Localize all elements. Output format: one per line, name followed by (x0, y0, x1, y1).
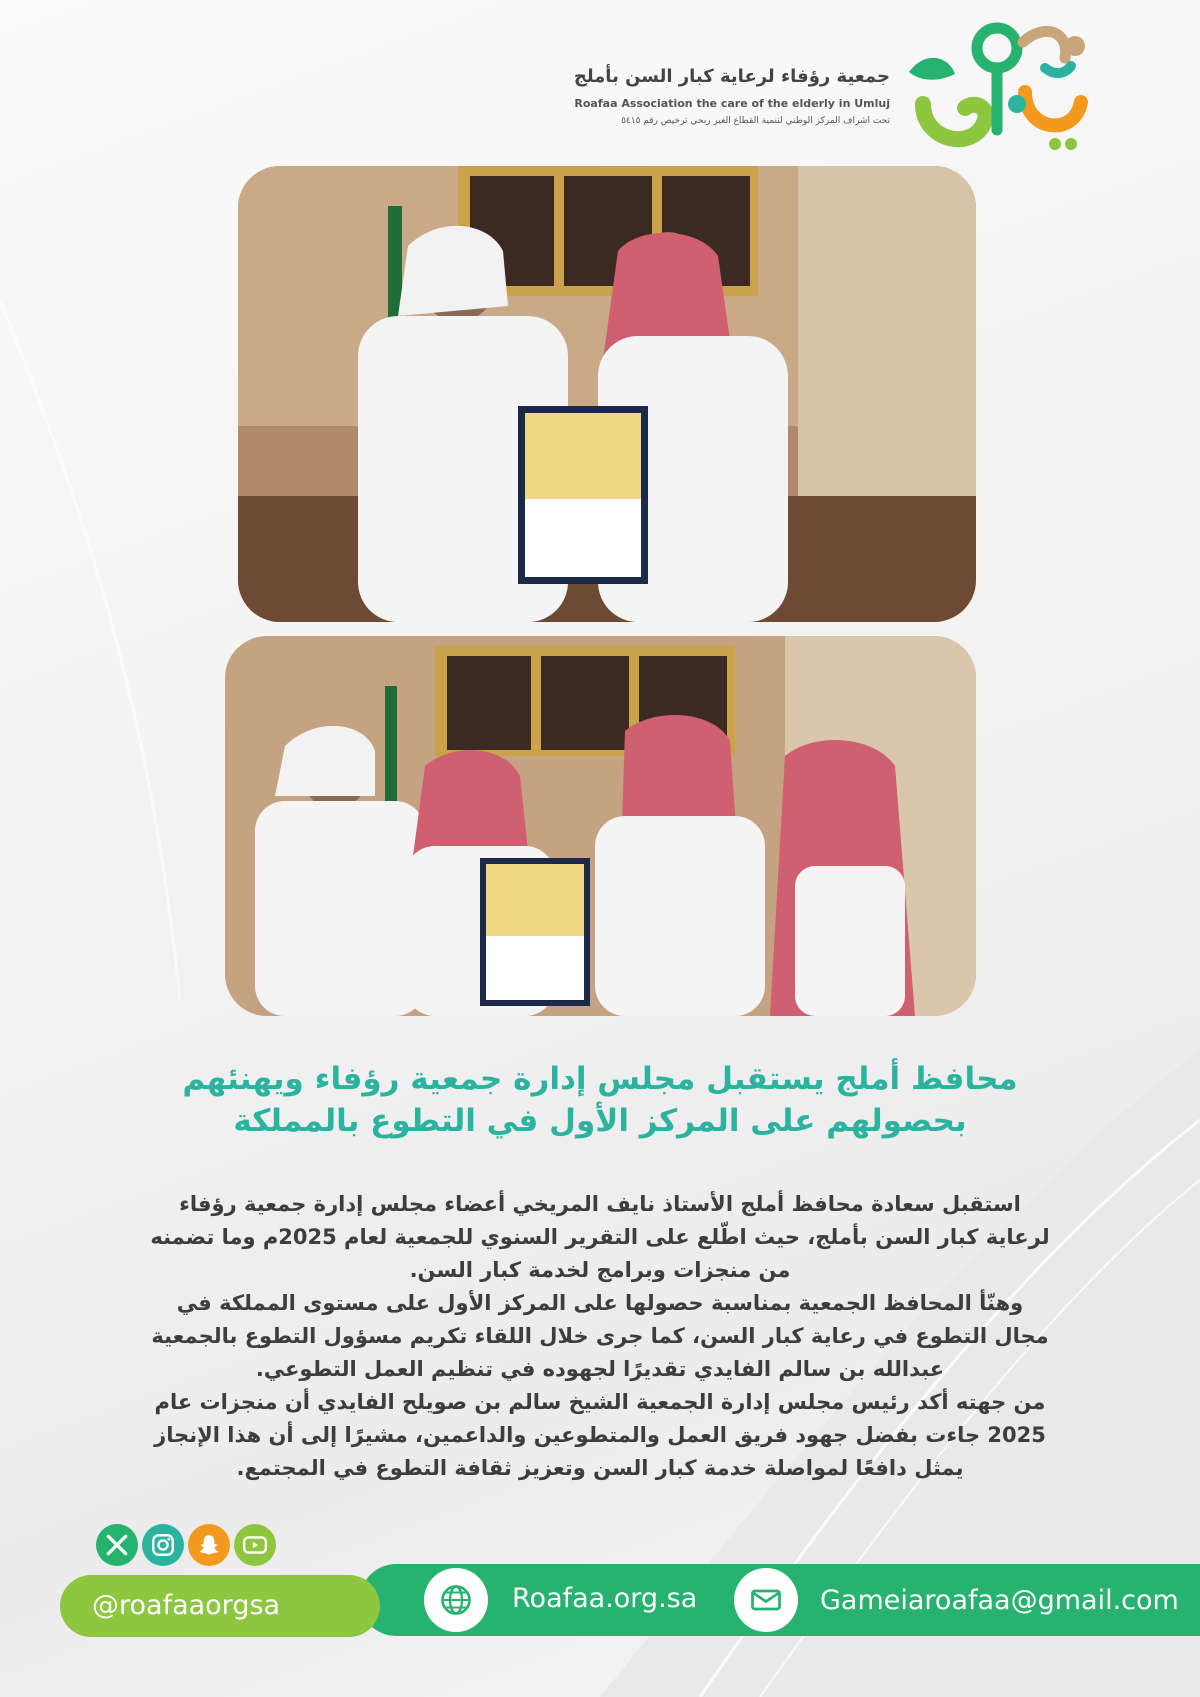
organization-name-arabic: جمعية رؤفاء لرعاية كبار السن بأملج (573, 66, 890, 87)
photo-group-with-certificate (225, 636, 976, 1016)
article-headline (120, 1058, 1080, 1142)
headline-line-1: محافظ أملج يستقبل مجلس إدارة جمعية رؤفاء ويهنئهم (182, 1061, 1018, 1097)
photo-icon (238, 166, 976, 622)
paragraph-2: وهنّأ المحافظ الجمعية بمناسبة حصولها على المركز الأول على مستوى المملكة في مجال التطوع في رعاية كبار السن، كما جرى خلال اللقاء تكريم مسؤول التطوع بالجمعية عبدالله بن سالم الفايدي تقديرًا لجهوده في تنظيم العمل التطوعي. (151, 1291, 1049, 1381)
organization-name-english: Roafaa Association the care of the elderly in Umluj (574, 97, 890, 110)
organization-header (470, 66, 890, 126)
headline-line-2: بحصولهم على المركز الأول في التطوع بالمملكة (233, 1103, 967, 1139)
email-link[interactable]: Gameiaroafaa@gmail.com (820, 1585, 1179, 1616)
article-body (150, 1188, 1050, 1485)
paragraph-3: من جهته أكد رئيس مجلس إدارة الجمعية الشيخ سالم بن صويلح الفايدي أن منجزات عام 2025 جاءت بفضل جهود فريق العمل والمتطوعين والداعمين، مشيرًا إلى أن هذا الإنجاز يمثل دافعًا لمواصلة خدمة كبار السن وتعزيز ثقافة التطوع في المجتمع. (154, 1390, 1046, 1480)
instagram-icon[interactable] (142, 1524, 184, 1566)
license-line: تحت اشراف المركز الوطني لتنمية القطاع الغير ربحي ترخيص رقم ٥٤١٥ (621, 116, 890, 126)
snapchat-icon[interactable] (188, 1524, 230, 1566)
photo-icon (225, 636, 976, 1016)
social-icons (96, 1524, 276, 1566)
social-handle[interactable]: @roafaaorgsa (92, 1590, 281, 1621)
mail-icon (734, 1568, 798, 1632)
photo-certificate-handover (238, 166, 976, 622)
x-icon[interactable] (96, 1524, 138, 1566)
website-link[interactable]: Roafaa.org.sa (512, 1583, 698, 1614)
paragraph-1: استقبل سعادة محافظ أملج الأستاذ نايف المريخي أعضاء مجلس إدارة جمعية رؤفاء لرعاية كبار السن بأملج، حيث اطّلع على التقرير السنوي للجمعية لعام 2025م وما تضمنه من منجزات وبرامج لخدمة كبار السن. (150, 1192, 1050, 1282)
globe-icon (424, 1568, 488, 1632)
roafaa-logo (905, 12, 1105, 162)
youtube-icon[interactable] (234, 1524, 276, 1566)
